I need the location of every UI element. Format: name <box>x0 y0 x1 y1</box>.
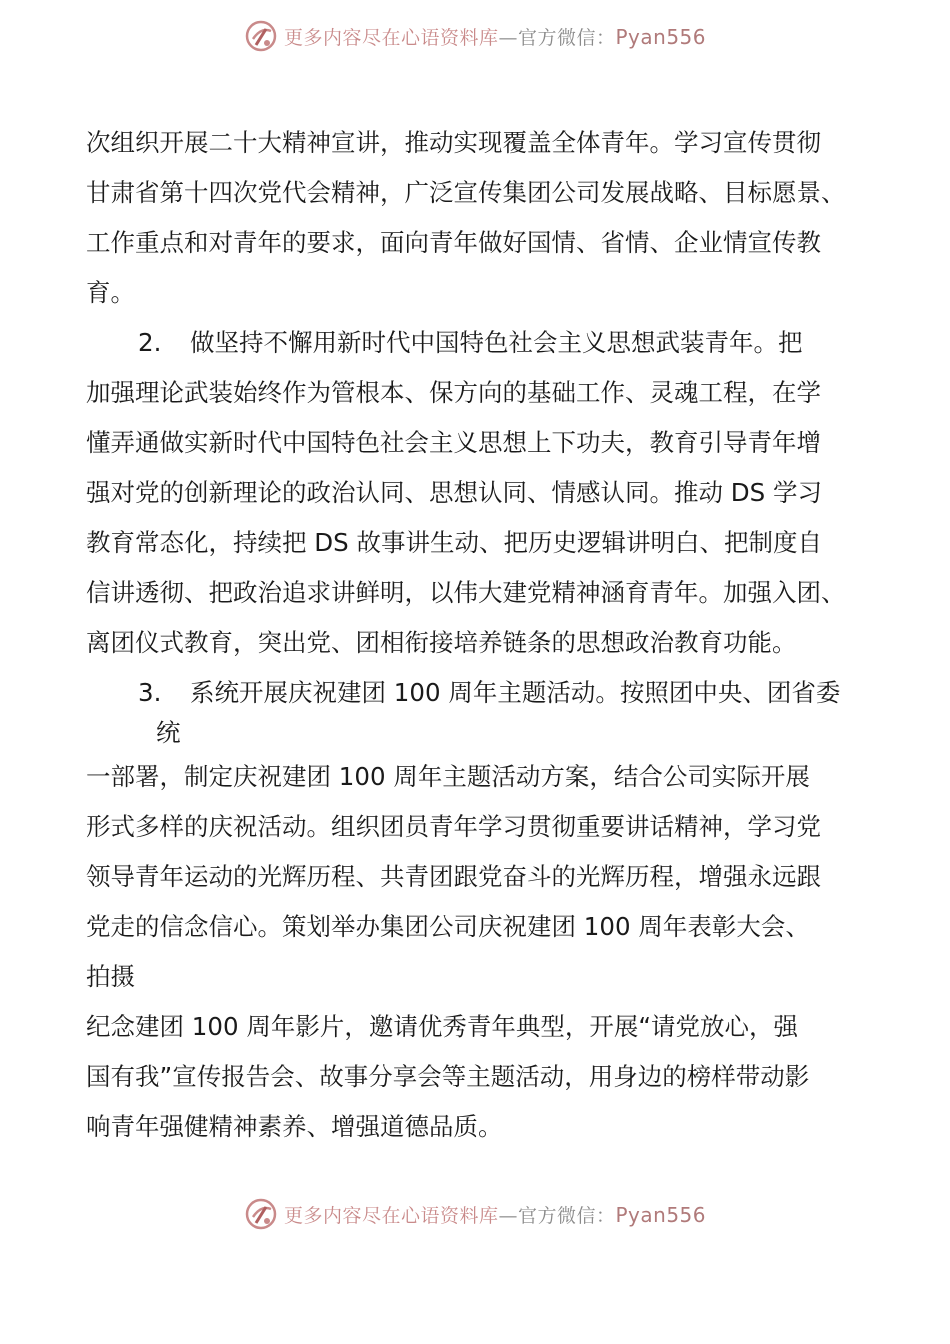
list-item-2-heading <box>86 318 916 368</box>
watermark-separator: — <box>498 26 518 49</box>
body-line: 纪念建团 100 周年影片，邀请优秀青年典型，开展“请党放心，强 <box>86 1012 799 1041</box>
list-item-3-number: 3. <box>138 678 162 707</box>
body-line: 离团仪式教育，突出党、团相衔接培养链条的思想政治教育功能。 <box>86 628 797 657</box>
body-line: 系统开展庆祝建团 100 周年主题活动。按照团中央、团省委 <box>190 678 841 707</box>
body-line: 懂弄通做实新时代中国特色社会主义思想上下功夫，教育引导青年增 <box>86 428 821 457</box>
body-line: 形式多样的庆祝活动。组织团员青年学习贯彻重要讲话精神，学习党 <box>86 812 821 841</box>
body-line: 教育常态化，持续把 DS 故事讲生动、把历史逻辑讲明白、把制度自 <box>86 528 822 557</box>
watermark-account: Pyan556 <box>615 1202 707 1227</box>
body-line: 响青年强健精神素养、增强道德品质。 <box>86 1112 503 1141</box>
list-item-3-heading <box>86 668 916 718</box>
watermark-wechat-label: 官方微信： <box>517 1204 616 1227</box>
list-item-2-number: 2. <box>138 328 162 357</box>
body-line: 强对党的创新理论的政治认同、思想认同、情感认同。推动 DS 学习 <box>86 478 822 507</box>
body-line: 信讲透彻、把政治追求讲鲜明，以伟大建党精神涵育青年。加强入团、 <box>86 578 846 607</box>
watermark-separator: — <box>498 1204 518 1227</box>
body-line: 次组织开展二十大精神宣讲，推动实现覆盖全体青年。学习宣传贯彻 <box>86 128 821 157</box>
watermark-wechat-label: 官方微信： <box>517 26 616 49</box>
body-line: 党走的信念信心。策划举办集团公司庆祝建团 100 周年表彰大会、 <box>86 912 810 941</box>
body-line: 国有我”宣传报告会、故事分享会等主题活动，用身边的榜样带动影 <box>86 1062 810 1091</box>
body-line: 做坚持不懈用新时代中国特色社会主义思想武装青年。把 <box>190 328 803 357</box>
logo-icon <box>244 19 278 53</box>
logo-icon <box>244 1197 278 1231</box>
watermark-library-text: 更多内容尽在心语资料库 <box>283 1204 499 1227</box>
body-line: 育。 <box>86 278 135 307</box>
top-watermark-banner <box>0 14 950 58</box>
document-body <box>86 118 916 1152</box>
body-line: 加强理论武装始终作为管根本、保方向的基础工作、灵魂工程，在学 <box>86 378 821 407</box>
body-line: 拍摄 <box>86 962 135 991</box>
body-line: 甘肃省第十四次党代会精神，广泛宣传集团公司发展战略、目标愿景、 <box>86 178 846 207</box>
body-line: 工作重点和对青年的要求，面向青年做好国情、省情、企业情宣传教 <box>86 228 821 257</box>
body-line: 一部署，制定庆祝建团 100 周年主题活动方案，结合公司实际开展 <box>86 762 810 791</box>
watermark-account: Pyan556 <box>615 24 707 49</box>
body-line: 领导青年运动的光辉历程、共青团跟党奋斗的光辉历程，增强永远跟 <box>86 862 821 891</box>
body-line: 统 <box>156 718 181 747</box>
watermark-library-text: 更多内容尽在心语资料库 <box>283 26 499 49</box>
bottom-watermark-banner <box>0 1192 950 1236</box>
